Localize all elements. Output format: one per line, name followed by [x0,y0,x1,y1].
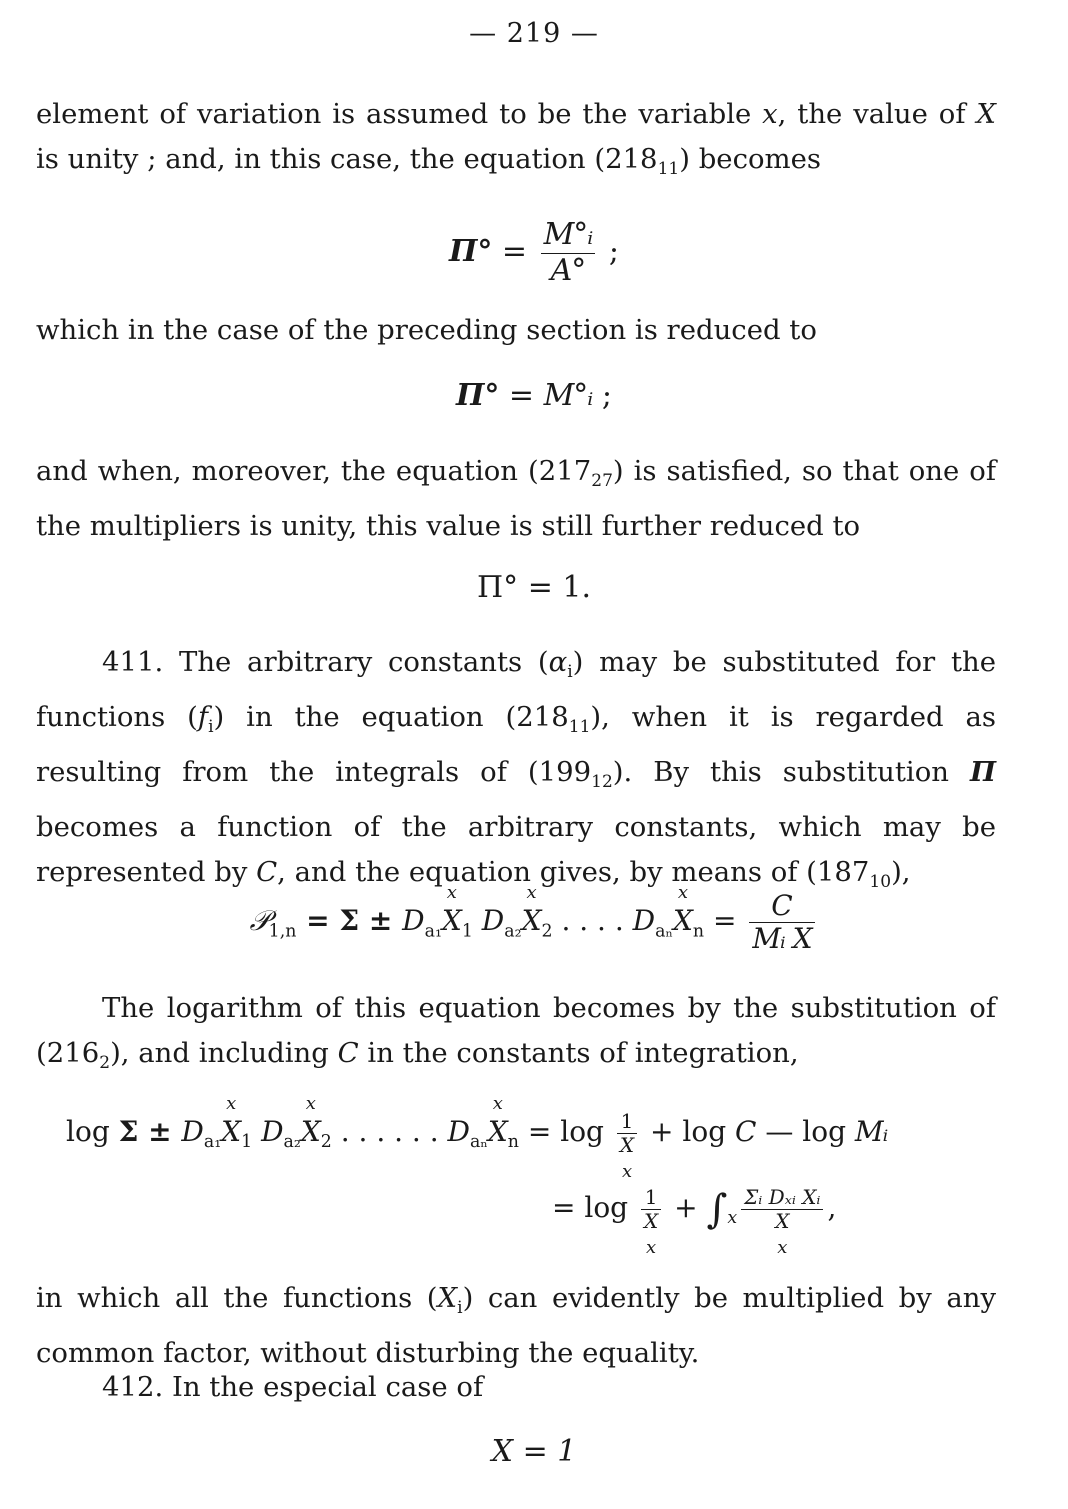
integral-subscript: x [727,1208,738,1229]
equation-log-integral [552,1185,837,1259]
alpha-symbol: α [548,646,568,678]
script-x-mark: x [646,1237,657,1259]
subscript: 1 [461,921,473,942]
accented-X [221,1093,242,1148]
pi-symbol: Π [970,755,996,788]
integral-sign: ∫ [706,1186,728,1233]
equals-log: = log [552,1191,637,1224]
script-x-mark: x [492,1093,503,1114]
paragraph-functions [36,1276,996,1376]
text: In the especial case of [163,1371,484,1403]
script-x-mark: x [226,1093,237,1114]
equation-pi-multiplier [0,378,1068,413]
variable-X: X [644,1209,659,1233]
subscript: 1,n [268,921,297,942]
subscript: aₙ [469,1132,488,1153]
text: , the value of [777,98,977,130]
text: in the constants of integration, [358,1037,799,1069]
constant-C: C [337,1037,359,1069]
index-subscript: i [208,716,214,737]
fraction-denominator [641,1209,661,1259]
subscript: 1 [241,1132,253,1153]
function-symbol: f [197,700,209,733]
derivative-D: D [447,1115,470,1148]
accented-X [487,1093,508,1148]
text: ) is satisfied, so that one of the multipliers is unity, this value is still further reduced to [36,455,996,542]
equals-log: = log [518,1115,613,1148]
equation-ref-subscript: 11 [657,158,680,179]
accented-X [672,882,693,938]
fraction-numerator: Σᵢ Dₓᵢ Xᵢ [741,1186,823,1210]
derivative-D: D [632,904,656,938]
fraction [741,1185,823,1259]
script-x-mark: x [526,882,537,904]
equation-ref-subscript: 27 [591,470,613,491]
derivative-D: D [481,904,505,938]
multiplier-symbol: M°ᵢ [543,378,593,413]
subscript: a₁ [424,921,442,942]
index-subscript: i [457,1297,463,1318]
text: The arbitrary constants ( [163,646,549,678]
plus-sign: + [665,1191,707,1224]
variable-X: X [619,1133,635,1157]
fraction [641,1185,661,1259]
text: ), and including [110,1037,338,1069]
variable-X: X [221,1115,242,1148]
sum-sign: Σ ± [118,1115,182,1148]
equation-pi-fraction [0,218,1068,288]
text: ) in the equation (218 [213,700,569,733]
derivative-D: D [261,1115,284,1148]
text: is unity ; and, in this case, the equation (218 [36,143,658,175]
section-number: 412. [102,1371,164,1403]
subscript: 2 [541,921,553,942]
variable-X: X [775,1209,790,1233]
subscript: n [507,1132,519,1153]
text: ) becomes [679,143,822,175]
accented-X [441,882,462,938]
fraction-numerator: M°ᵢ [541,218,596,254]
punctuation: , [827,1191,837,1224]
variable-X: X [672,904,693,938]
variable-X: X [437,1282,458,1314]
fraction-denominator [617,1133,637,1183]
variable-X: X [441,904,462,938]
section-number: 411. [102,646,164,678]
fraction [749,890,814,955]
fraction-numerator: 1 [617,1110,637,1134]
script-P-symbol: 𝒫 [249,904,269,938]
text: ). By this substitution [612,755,970,788]
text: in which all the functions ( [36,1282,438,1314]
script-x-mark: x [305,1093,316,1114]
equation-log-determinant [66,1093,888,1183]
pi-symbol: Π° [449,234,493,269]
minus-log: — log [756,1115,855,1148]
paragraph-intro [36,92,996,192]
derivative-D: D [181,1115,204,1148]
log-operator: log [66,1115,119,1148]
equals-sign: = [499,378,544,413]
script-x-mark: x [446,882,457,904]
paragraph-reduced: which in the case of the preceding section is reduced to [36,314,817,346]
equals-sign: = [704,904,746,938]
fraction-denominator: A° [550,252,586,288]
plus-log: + log [641,1115,736,1148]
equation-ref-subscript: 10 [869,871,892,892]
fraction-numerator: 1 [641,1186,661,1210]
subscript: aₙ [655,921,673,942]
equation-pi-unity: Π° = 1. [477,570,591,605]
equation-ref-subscript: 12 [591,771,613,792]
equation-x-unity: X = 1 [491,1434,577,1469]
subscript: n [692,921,705,942]
script-x-mark: x [677,882,689,904]
equation-determinant [0,882,1068,956]
ellipsis: . . . . . . [331,1115,448,1148]
accented-X [521,882,542,938]
subscript: a₂ [504,921,522,942]
sum-sign: = Σ ± [296,904,403,938]
variable-X: X [487,1115,508,1148]
script-x-mark: x [777,1237,788,1259]
variable-X: X [976,98,996,130]
constant-C: C [771,889,793,922]
text: ), [891,855,911,888]
text: becomes a function of the arbitrary constants, which may be represented by [36,810,996,888]
fraction-numerator [749,890,814,923]
paragraph-logarithm [36,986,996,1086]
equation-ref-subscript: 11 [568,716,591,737]
fraction [541,218,596,288]
accented-X [300,1093,321,1148]
constant-C: C [735,1115,757,1148]
paragraph-moreover [36,449,996,549]
text: ), when it is regarded as resulting from the integrals of (199 [36,700,996,788]
index-subscript: i [567,661,573,682]
variable-x: x [762,98,778,130]
text: and when, moreover, the equation (217 [36,455,592,487]
text: , and the equation gives, by means of (187 [277,855,870,888]
text: ) can evidently be multiplied by any common factor, without disturbing the equality. [36,1282,996,1369]
fraction-denominator [741,1209,823,1259]
equals-sign: = [492,234,537,269]
variable-X: X [300,1115,321,1148]
subscript: 2 [320,1132,332,1153]
pi-symbol: Π° [456,378,500,413]
section-412 [36,1365,996,1410]
text: ) may be substituted for the functions ( [36,646,996,733]
constant-C: C [256,855,278,888]
punctuation: ; [592,378,612,413]
ellipsis: . . . . [552,904,633,938]
section-411 [36,640,996,905]
fraction-denominator: Mᵢ X [752,922,812,956]
page-number: — 219 — [469,18,599,49]
derivative-D: D [402,904,425,938]
equation-ref-subscript: 2 [99,1052,111,1073]
fraction [617,1109,637,1183]
text: The logarithm of this equation becomes by the substitution of (216 [36,992,996,1069]
punctuation: ; [599,234,619,269]
text: element of variation is assumed to be the variable [36,98,763,130]
script-x-mark: x [621,1161,633,1183]
subscript: a₁ [203,1132,222,1153]
variable-X: X [521,904,542,938]
subscript: a₂ [283,1132,301,1153]
multiplier-symbol: Mᵢ [854,1115,888,1148]
